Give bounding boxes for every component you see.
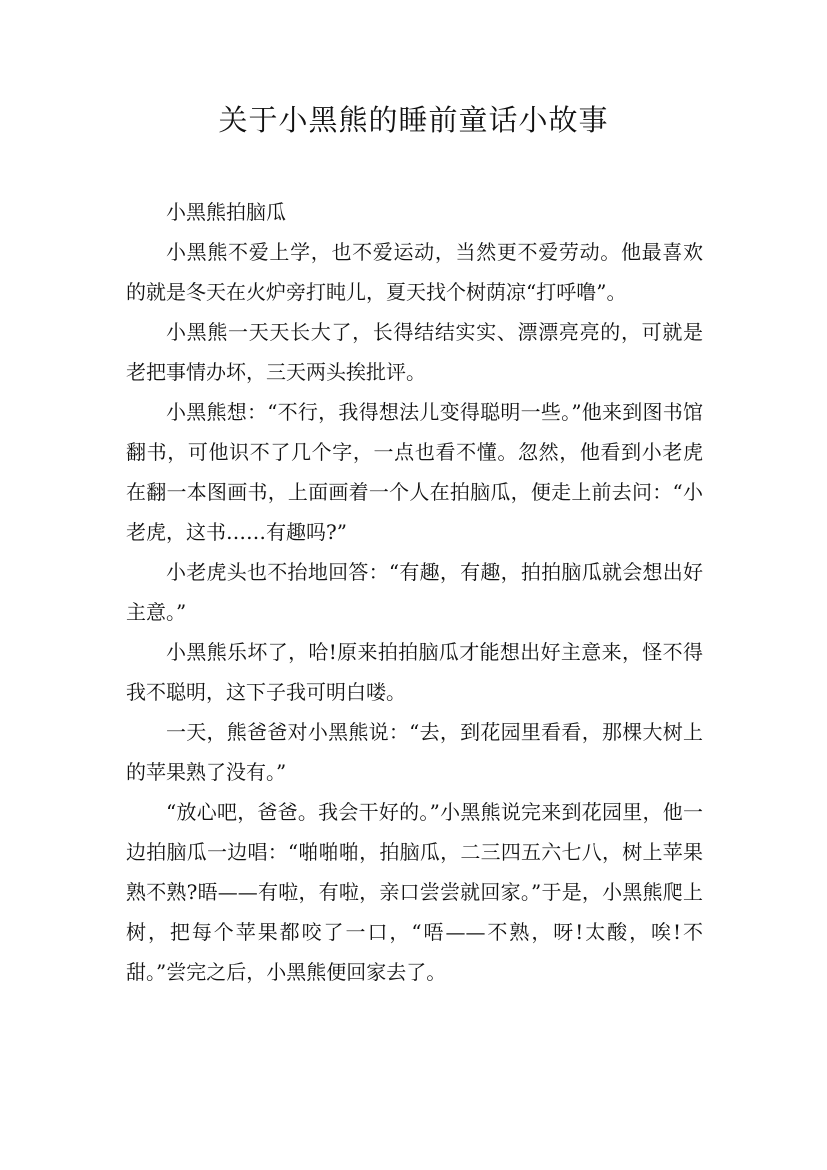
paragraph: 小黑熊乐坏了，哈!原来拍拍脑瓜才能想出好主意来，怪不得我不聪明，这下子我可明白喽。 [126,640,703,704]
paragraph: 小黑熊不爱上学，也不爱运动，当然更不爱劳动。他最喜欢的就是冬天在火炉旁打盹儿，夏天找个树荫凉“打呼噜”。 [126,240,703,304]
document-title: 关于小黑熊的睡前童话小故事 [218,103,609,137]
paragraph: 小老虎头也不抬地回答：“有趣，有趣，拍拍脑瓜就会想出好主意。” [126,560,703,624]
document-body [126,192,703,992]
paragraph: 一天，熊爸爸对小黑熊说：“去，到花园里看看，那棵大树上的苹果熟了没有。” [126,720,703,784]
paragraph: “放心吧，爸爸。我会干好的。”小黑熊说完来到花园里，他一边拍脑瓜一边唱：“啪啪啪，拍脑瓜，二三四五六七八，树上苹果熟不熟?晤——有啦，有啦，亲口尝尝就回家。”于是，小黑熊爬上树，把每个苹果都咬了一口，“唔——不熟，呀!太酸，唉!不甜。”尝完之后，小黑熊便回家去了。 [126,800,703,984]
paragraph: 小黑熊一天天长大了，长得结结实实、漂漂亮亮的，可就是老把事情办坏，三天两头挨批评。 [126,320,703,384]
story-subtitle: 小黑熊拍脑瓜 [166,200,286,224]
paragraph: 小黑熊想：“不行，我得想法儿变得聪明一些。”他来到图书馆翻书，可他识不了几个字，一点也看不懂。忽然，他看到小老虎在翻一本图画书，上面画着一个人在拍脑瓜，便走上前去问：“小老虎，这书……有趣吗?” [126,400,703,544]
